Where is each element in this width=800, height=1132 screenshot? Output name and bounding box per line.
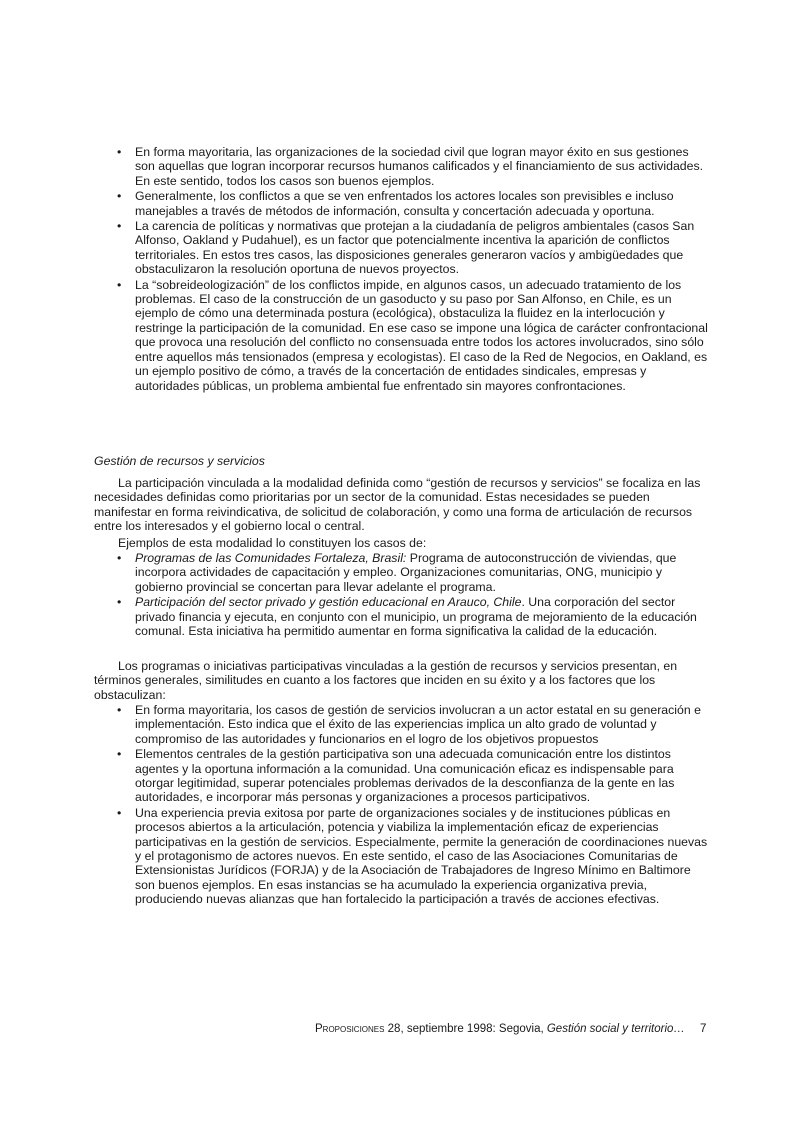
bullet-icon: •	[117, 189, 122, 204]
page-footer: Proposiciones 28, septiembre 1998: Segovia, Gestión social y territorio…	[315, 1023, 685, 1035]
page-number: 7	[700, 1023, 707, 1035]
paragraph-examples-intro: Ejemplos de esta modalidad lo constituyen los casos de:	[118, 536, 427, 550]
bullet-icon: •	[117, 219, 122, 234]
example-title: Participación del sector privado y gestión educacional en Arauco, Chile	[135, 595, 522, 610]
bullet-icon: •	[117, 747, 122, 762]
bullet-icon: •	[117, 595, 122, 610]
list-item: • Elementos centrales de la gestión participativa son una adecuada comunicación entre los distintos agentes y la oportuna información a la comunidad. Una comunicación eficaz es indispensable para otorgar legitimidad, superar potenciales problemas derivados de la desconfianza de la gente en las autoridades, e incorporar más personas y organizaciones a procesos participativos.	[117, 747, 675, 805]
bullet-icon: •	[117, 805, 122, 820]
bullet-list-examples	[117, 551, 709, 639]
article-title: Gestión social y territorio…	[546, 1023, 685, 1035]
list-item: • En forma mayoritaria, los casos de gestión de servicios involucran a un actor estatal en su generación e implementación. Esto indica que el éxito de las experiencias implica un alto grado de voluntad y compromiso de las autoridades y funcionarios en el logro de los objetivos propuestos	[117, 703, 701, 746]
list-item: • Participación del sector privado y gestión educacional en Arauco, Chile. Una corporación del sector privado financia y ejecuta, en conjunto con el municipio, un programa de mejoramiento de la educación comunal. Esta iniciativa ha permitido aumentar en forma significativa la calidad de la educación.	[117, 595, 697, 639]
bullet-list-services	[117, 703, 709, 908]
section-heading: Gestión de recursos y servicios	[94, 454, 265, 468]
list-item: • Programas de las Comunidades Fortaleza, Brasil: Programa de autoconstrucción de viviendas, que incorpora actividades de capacitación y empleo. Organizaciones comunitarias, ONG, municipio y gobierno provincial se concertan para llevar adelante el programa.	[117, 551, 677, 594]
bullet-icon: •	[117, 703, 122, 717]
bullet-icon: •	[117, 551, 122, 565]
paragraph-similitudes: Los programas o iniciativas participativas vinculadas a la gestión de recursos y servicios presentan, en términos generales, similitudes en cuanto a los factores que inciden en su éxito y a los factores que los obstaculizan:	[94, 659, 678, 702]
journal-name: Proposiciones	[315, 1023, 385, 1035]
paragraph-intro: La participación vinculada a la modalidad definida como “gestión de recursos y servicios” se focaliza en las necesidades definidas como prioritarias por un sector de la comunidad. Estas necesidades se pueden manifestar en forma reivindicativa, de solicitud de colaboración, y como una forma de articulación de recursos entre los interesados y el gobierno local o central.	[94, 476, 701, 534]
bullet-list-factors	[117, 145, 709, 394]
list-item: • Una experiencia previa exitosa por parte de organizaciones sociales y de instituciones públicas en procesos abiertos a la articulación, potencia y viabiliza la implementación eficaz de experiencias participativas en la gestión de servicios. Especialmente, permite la generación de coordinaciones nuevas y el protagonismo de actores nuevos. En este sentido, el caso de las Asociaciones Comunitarias de Extensionistas Jurídicos (FORJA) y de la Asociación de Trabajadores de Ingreso Mínimo en Baltimore son buenos ejemplos. En esas instancias se ha acumulado la experiencia organizativa previa, produciendo nuevas alianzas que han fortalecido la participación a través de acciones efectivas.	[117, 805, 708, 907]
list-item: • Generalmente, los conflictos a que se ven enfrentados los actores locales son previsibles e incluso manejables a través de métodos de información, consulta y concertación adecuada y oportuna.	[117, 189, 674, 218]
list-item: • La “sobreideologización” de los conflictos impide, en algunos casos, un adecuado tratamiento de los problemas. El caso de la construcción de un gasoducto y su paso por San Alfonso, en Chile, es un ejemplo de cómo una determinada postura (ecológica), obstaculiza la fluidez en la interlocución y restringe la participación de la comunidad. En ese caso se impone una lógica de carácter confrontacional que provoca una resolución del conflicto no consensuada entre todos los actores involucrados, sino sólo entre aquellos más tensionados (empresa y ecologistas). El caso de la Red de Negocios, en Oakland, es un ejemplo positivo de cómo, a través de la concertación de entidades sindicales, empresas y autoridades públicas, un problema ambiental fue enfrentado sin mayores confrontaciones.	[117, 277, 708, 393]
bullet-icon: •	[117, 145, 122, 159]
example-title: Programas de las Comunidades Fortaleza, Brasil:	[135, 551, 407, 565]
list-item: • La carencia de políticas y normativas que protejan a la ciudadanía de peligros ambientales (casos San Alfonso, Oakland y Pudahuel), es un factor que potencialmente incentiva la aparición de conflictos territoriales. En estos tres casos, las disposiciones generales generaron vacíos y ambigüedades que obstaculizaron la resolución oportuna de nuevos proyectos.	[117, 219, 695, 277]
list-item: • En forma mayoritaria, las organizaciones de la sociedad civil que logran mayor éxito en sus gestiones son aquellas que logran incorporar recursos humanos calificados y el financiamiento de sus actividades. En este sentido, todos los casos son buenos ejemplos.	[117, 145, 704, 188]
bullet-icon: •	[117, 277, 122, 292]
